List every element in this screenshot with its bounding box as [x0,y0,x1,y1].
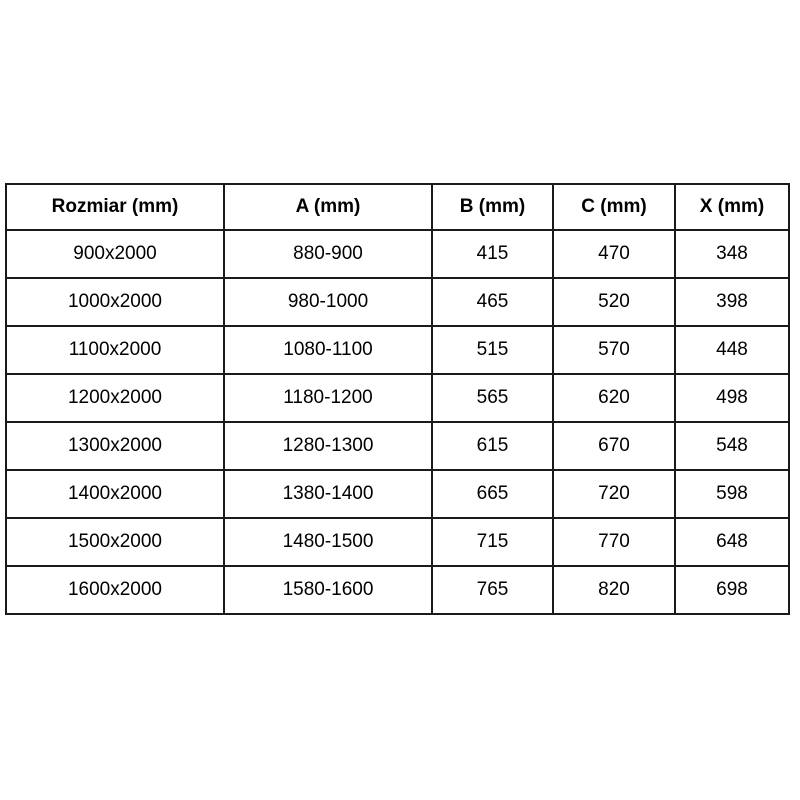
table-row [6,566,789,614]
table-cell: 670 [553,422,675,470]
table-cell: 348 [675,230,789,278]
table-cell: 1380-1400 [224,470,432,518]
table-cell: 900x2000 [6,230,224,278]
table-cell: 698 [675,566,789,614]
table-cell: 980-1000 [224,278,432,326]
table-cell: 765 [432,566,553,614]
table-cell: 570 [553,326,675,374]
table-row [6,470,789,518]
table-cell: 770 [553,518,675,566]
header-cell-a: A (mm) [224,184,432,230]
table-cell: 515 [432,326,553,374]
table-cell: 465 [432,278,553,326]
table-cell: 470 [553,230,675,278]
table-cell: 615 [432,422,553,470]
table-row [6,326,789,374]
table-cell: 1400x2000 [6,470,224,518]
table-header-row [6,184,789,230]
table-cell: 1180-1200 [224,374,432,422]
table-cell: 415 [432,230,553,278]
size-spec-table [5,183,790,615]
table-cell: 565 [432,374,553,422]
table-cell: 1200x2000 [6,374,224,422]
header-cell-x: X (mm) [675,184,789,230]
header-cell-b: B (mm) [432,184,553,230]
table-cell: 1480-1500 [224,518,432,566]
table-cell: 398 [675,278,789,326]
table-cell: 1280-1300 [224,422,432,470]
table-cell: 620 [553,374,675,422]
table-cell: 520 [553,278,675,326]
table-row [6,422,789,470]
header-cell-c: C (mm) [553,184,675,230]
table-cell: 1580-1600 [224,566,432,614]
table-cell: 880-900 [224,230,432,278]
table-row [6,278,789,326]
table-cell: 820 [553,566,675,614]
table-cell: 498 [675,374,789,422]
table-cell: 715 [432,518,553,566]
table-cell: 720 [553,470,675,518]
table-cell: 598 [675,470,789,518]
table-cell: 1080-1100 [224,326,432,374]
table-cell: 648 [675,518,789,566]
table-cell: 548 [675,422,789,470]
table-row [6,374,789,422]
table-cell: 1000x2000 [6,278,224,326]
table-row [6,518,789,566]
table-cell: 1300x2000 [6,422,224,470]
header-cell-rozmiar: Rozmiar (mm) [6,184,224,230]
table-cell: 665 [432,470,553,518]
table-cell: 1600x2000 [6,566,224,614]
table-cell: 448 [675,326,789,374]
table-row [6,230,789,278]
table-cell: 1100x2000 [6,326,224,374]
table-cell: 1500x2000 [6,518,224,566]
